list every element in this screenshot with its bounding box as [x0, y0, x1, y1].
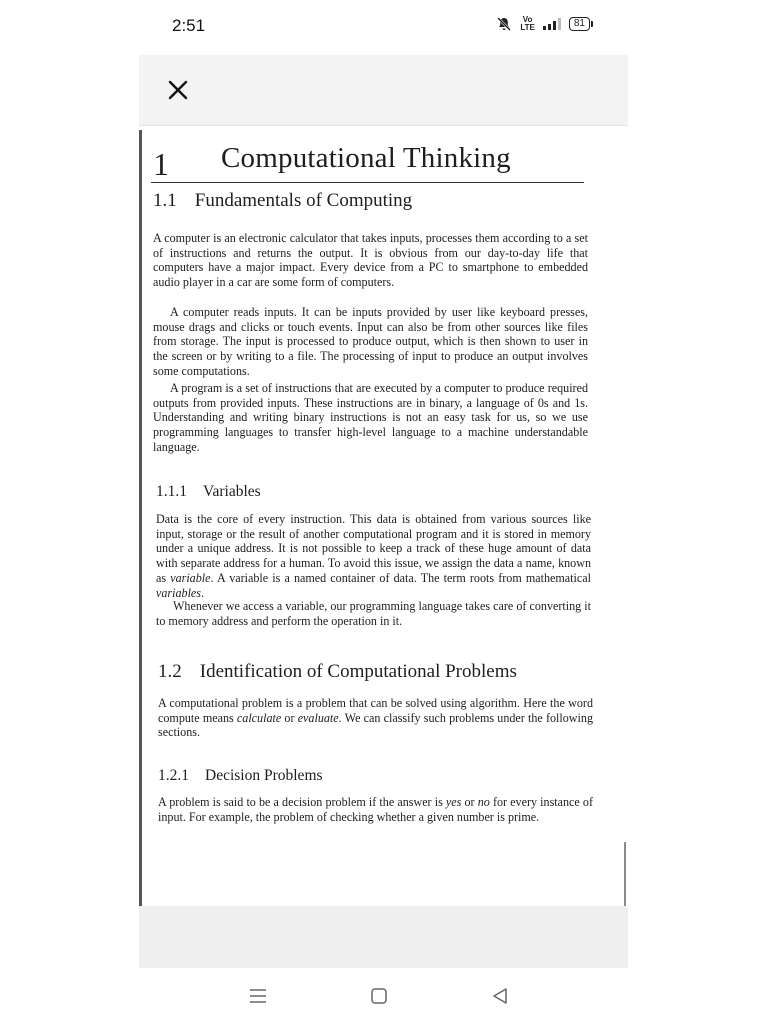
subsection-heading	[158, 767, 323, 785]
signal-icon	[543, 18, 561, 30]
home-icon[interactable]	[367, 986, 391, 1006]
status-time: 2:51	[172, 16, 206, 35]
menu-icon[interactable]	[246, 986, 270, 1006]
paragraph: A computer reads inputs. It can be inputs provided by user like keyboard presses, mouse drags and clicks or touch events. Input can also be from other sources like files from storage. The input is processed to produce output, which is then shown to user in the screen or by writing to a file. The processing of input to produce an output involves some computations.	[153, 305, 588, 378]
status-icons	[496, 16, 590, 32]
paragraph: A computer is an electronic calculator that takes inputs, processes them according to a set of instructions and returns the output. It is obvious from our day-to-day life that computers have a major impact. Every device from a PC to smartphone to embedded audio player in a car are some form of computers.	[153, 231, 588, 290]
page-binding-edge	[139, 130, 142, 906]
battery-level: 81	[573, 18, 585, 29]
viewer-bottom-area	[139, 906, 628, 968]
status-bar	[0, 0, 768, 52]
paragraph: A computational problem is a problem that can be solved using algorithm. Here the word compute means calculate or evaluate. We can classify such problems under the following sections.	[158, 696, 593, 740]
viewer-toolbar	[139, 55, 628, 126]
page-right-edge	[624, 842, 626, 906]
document-page[interactable]	[139, 126, 628, 906]
subsection-heading	[156, 483, 261, 501]
section-title: Identification of Computational Problems	[199, 661, 517, 682]
volte-bottom-label: LTE	[520, 23, 535, 32]
image-viewer	[139, 55, 628, 968]
subsection-title: Variables	[203, 483, 261, 500]
navigation-bar	[0, 968, 768, 1024]
paragraph: A problem is said to be a decision problem if the answer is yes or no for every instance of input. For example, the problem of checking whether a given number is prime.	[158, 795, 593, 824]
paragraph: Data is the core of every instruction. This data is obtained from various sources like input, storage or the result of another computational program and it is stored in memory under a unique address. It is not possible to keep a track of these huge amount of data with separate address for a human. To avoid this issue, we assign the data a name, known as variable. A variable is a named container of data. The term roots from mathematical variables.	[156, 512, 591, 600]
section-heading	[153, 190, 412, 212]
volte-icon	[520, 16, 535, 32]
close-icon[interactable]	[163, 75, 193, 105]
chapter-number: 1	[153, 146, 169, 182]
subsection-number: 1.1.1	[156, 483, 187, 500]
chapter-title: Computational Thinking	[221, 142, 511, 174]
section-title: Fundamentals of Computing	[194, 190, 413, 211]
volte-top-label: Vo	[522, 15, 533, 24]
paragraph: Whenever we access a variable, our programming language takes care of converting it to memory address and perform the operation in it.	[156, 599, 591, 628]
paragraph: A program is a set of instructions that are executed by a computer to produce required outputs from provided inputs. These instructions are in binary, a language of 0s and 1s. Understanding and writing binary instructions is not an easy task for us, so we use programming languages to transfer high-level language to a machine understandable language.	[153, 381, 588, 454]
mute-bell-icon	[496, 16, 512, 32]
back-icon[interactable]	[488, 986, 512, 1006]
subsection-title: Decision Problems	[205, 767, 323, 784]
section-heading	[158, 661, 517, 683]
chapter-rule	[151, 182, 584, 183]
battery-icon	[569, 17, 590, 31]
section-number: 1.1	[153, 190, 177, 211]
section-number: 1.2	[158, 661, 182, 682]
subsection-number: 1.2.1	[158, 767, 189, 784]
